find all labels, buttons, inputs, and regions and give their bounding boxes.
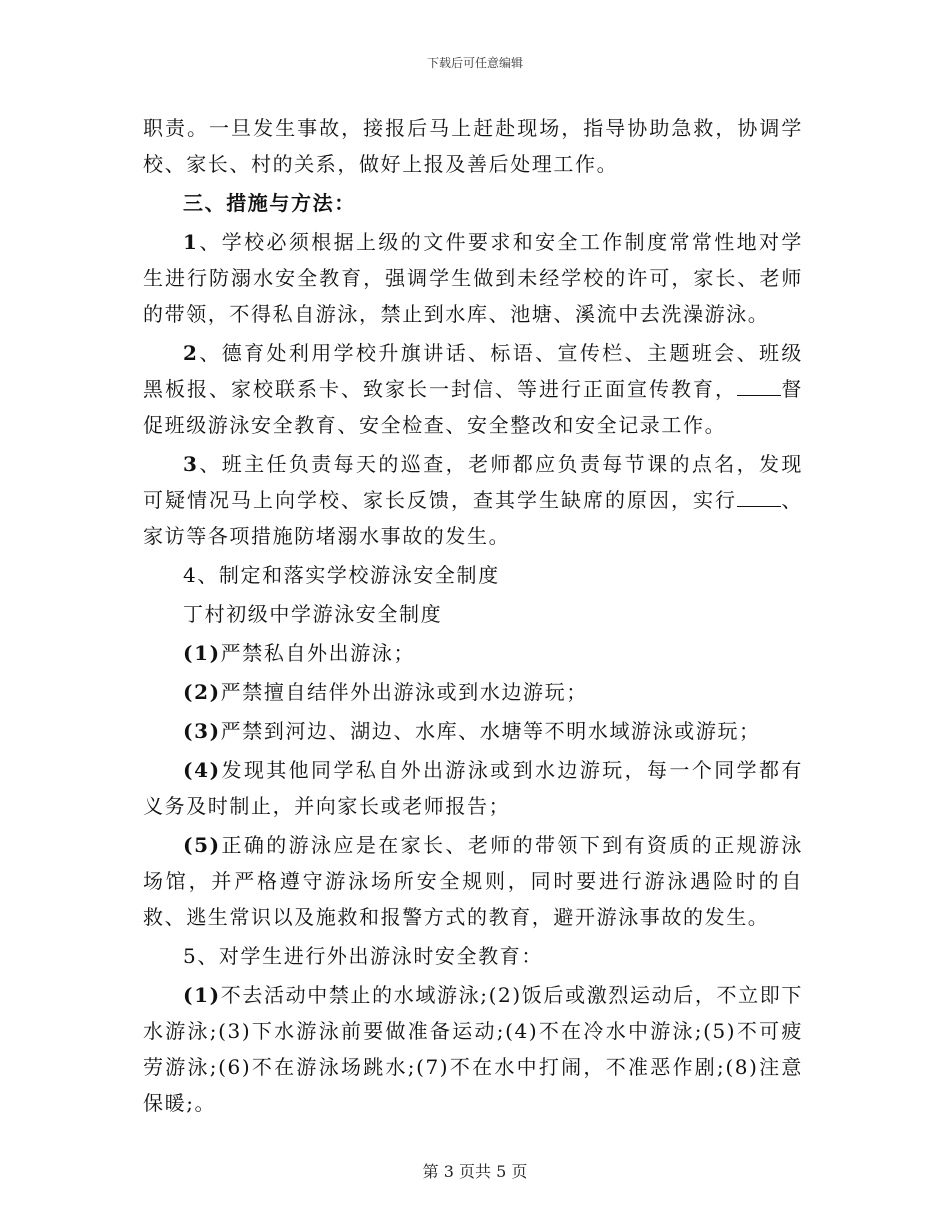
rule-text: 严禁到河边、湖边、水库、水塘等不明水域游泳或游玩；: [220, 719, 761, 743]
rule-1: [143, 635, 803, 671]
rule-3: [143, 713, 803, 749]
rule-5: [143, 827, 803, 935]
rule-number: (1): [183, 641, 221, 665]
paragraph-item-1: [143, 224, 803, 332]
item-text-b: 督促班级游泳安全教育、安全检查、安全整改和安全记录工作。: [143, 377, 803, 437]
item-text-b: 、家访等各项措施防堵溺水事故的发生。: [143, 488, 803, 548]
paragraph-item-3: [143, 446, 803, 554]
item-text-a: 、德育处利用学校升旗讲话、标语、宣传栏、主题班会、班级黑板报、家校联系卡、致家长一封信、等进行正面宣传教育，: [143, 341, 803, 401]
paragraph-item-4: 4、制定和落实学校游泳安全制度: [183, 563, 500, 587]
item-number: 1: [183, 230, 199, 254]
rule-text: 严禁擅自结伴外出游泳或到水边游玩；: [220, 680, 588, 704]
rule-2: [143, 674, 803, 710]
item-number: 2: [183, 341, 199, 365]
document-body: [143, 110, 803, 1124]
rule-number: (5): [183, 833, 221, 857]
item-text: 、学校必须根据上级的文件要求和安全工作制度常常性地对学生进行防溺水安全教育，强调学生做到未经学校的许可，家长、老师的带领，不得私自游泳，禁止到水库、池塘、溪流中去洗澡游泳。: [143, 230, 803, 326]
tip-text: 不去活动中禁止的水域游泳;(2)饭后或激烈运动后，不立即下水游泳;(3)下水游泳前要做准备运动;(4)不在冷水中游泳;(5)不可疲劳游泳;(6)不在游泳场跳水;(7)不在水中打闹，不准恶作剧;(8)注意保暖;。: [143, 983, 803, 1115]
rule-number: (4): [183, 758, 221, 782]
rule-text: 发现其他同学私自外出游泳或到水边游玩，每一个同学都有义务及时制止，并向家长或老师报告；: [143, 758, 803, 818]
fill-blank: [737, 488, 781, 507]
rule-4: [143, 752, 803, 824]
rule-text: 严禁私自外出游泳；: [220, 641, 416, 665]
paragraph-item-2: [143, 335, 803, 443]
paragraph-responsibilities: 职责。一旦发生事故，接报后马上赶赴现场，指导协助急救，协调学校、家长、村的关系，做好上报及善后处理工作。: [143, 116, 803, 176]
paragraph-swim-tips: [143, 977, 803, 1121]
fill-blank: [737, 377, 781, 396]
page-footer-number: 第 3 页共 5 页: [422, 1162, 528, 1181]
paragraph-item-5: 5、对学生进行外出游泳时安全教育：: [183, 944, 543, 968]
tip-number: (1): [183, 983, 221, 1007]
item-number: 3: [183, 452, 199, 476]
page-header-note: 下载后可任意编辑: [426, 56, 523, 70]
paragraph-school-rules-title: 丁村初级中学游泳安全制度: [183, 602, 443, 626]
section-heading-measures: 三、措施与方法：: [183, 191, 356, 215]
rule-text: 正确的游泳应是在家长、老师的带领下到有资质的正规游泳场馆，并严格遵守游泳场所安全规则，同时要进行游泳遇险时的自救、逃生常识以及施救和报警方式的教育，避开游泳事故的发生。: [143, 833, 803, 929]
rule-number: (3): [183, 719, 221, 743]
item-text-a: 、班主任负责每天的巡查，老师都应负责每节课的点名，发现可疑情况马上向学校、家长反馈，查其学生缺席的原因，实行: [143, 452, 803, 512]
rule-number: (2): [183, 680, 221, 704]
